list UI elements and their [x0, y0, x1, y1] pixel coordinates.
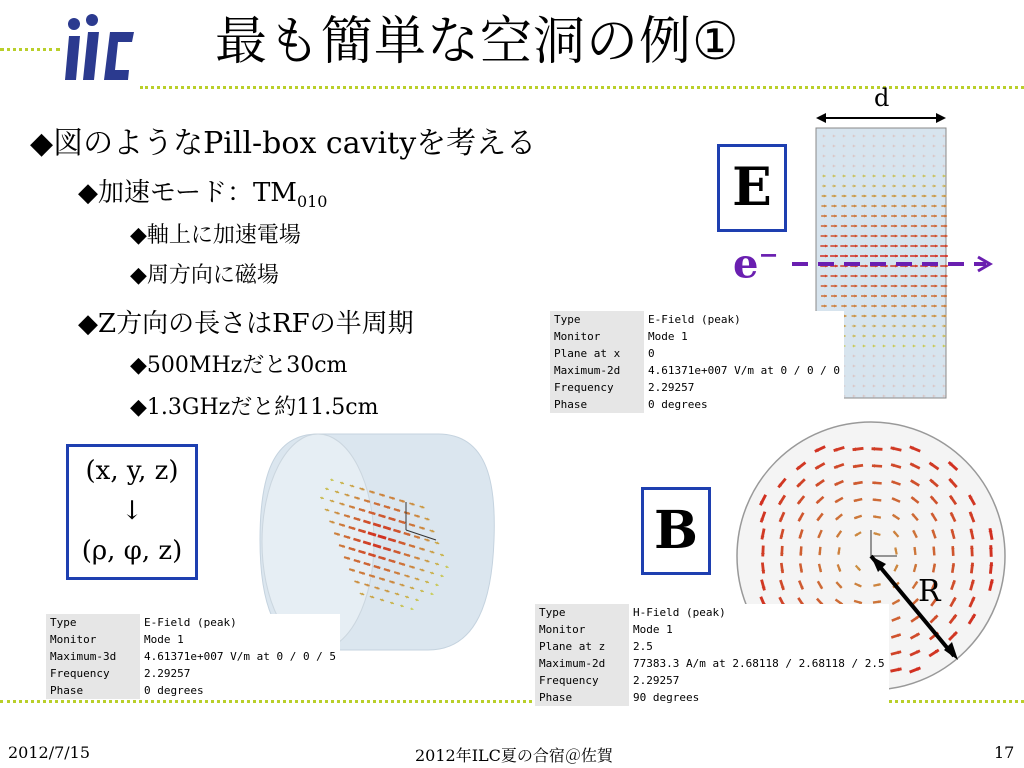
- gap-length-label: d: [874, 84, 890, 112]
- info-key: Frequency: [550, 379, 644, 396]
- info-key: Type: [535, 604, 629, 621]
- info-row: [535, 672, 889, 689]
- bullet-accel-mode: ◆加速モード：$TM_{010}$: [78, 178, 328, 212]
- info-value: Mode 1: [644, 328, 844, 345]
- electron-beam-arrow: [790, 254, 1000, 274]
- down-arrow-icon: ↓: [121, 496, 143, 526]
- info-key: Frequency: [535, 672, 629, 689]
- info-row: [46, 665, 340, 682]
- e-field-3d-info-table: [46, 614, 340, 699]
- info-value: Mode 1: [140, 631, 340, 648]
- info-key: Phase: [535, 689, 629, 706]
- info-row: [550, 345, 844, 362]
- info-key: Frequency: [46, 665, 140, 682]
- slide-title: 最も簡単な空洞の例①: [215, 12, 740, 72]
- h-field-info-table: [535, 604, 889, 706]
- info-value: 0: [644, 345, 844, 362]
- coordinate-transform-box: [66, 444, 198, 580]
- electron-label: e−: [733, 240, 779, 288]
- info-key: Plane at x: [550, 345, 644, 362]
- info-row: [46, 614, 340, 631]
- info-row: [550, 379, 844, 396]
- e-field-info-table: [550, 311, 844, 413]
- info-value: 4.61371e+007 V/m at 0 / 0 / 0: [644, 362, 844, 379]
- info-row: [535, 638, 889, 655]
- info-key: Maximum-3d: [46, 648, 140, 665]
- info-row: [535, 655, 889, 672]
- info-row: [550, 396, 844, 413]
- info-value: Mode 1: [629, 621, 889, 638]
- info-row: [550, 328, 844, 345]
- b-field-label: B: [641, 487, 711, 575]
- info-row: [46, 631, 340, 648]
- footer-event: 2012年ILC夏の合宿＠佐賀: [415, 746, 613, 765]
- info-value: 77383.3 A/m at 2.68118 / 2.68118 / 2.5: [629, 655, 889, 672]
- info-row: [46, 648, 340, 665]
- info-value: 0 degrees: [140, 682, 340, 699]
- info-row: [535, 604, 889, 621]
- info-value: 4.61371e+007 V/m at 0 / 0 / 5: [140, 648, 340, 665]
- info-value: 2.29257: [140, 665, 340, 682]
- bullet-1-3ghz: ◆1.3GHzだと約11.5cm: [130, 395, 379, 420]
- ilc-logo: [60, 10, 140, 90]
- info-value: 2.29257: [629, 672, 889, 689]
- info-row: [535, 621, 889, 638]
- cartesian-coords: (x, y, z): [85, 456, 179, 486]
- info-value: 2.29257: [644, 379, 844, 396]
- info-key: Type: [550, 311, 644, 328]
- bullet-500mhz: ◆500MHzだと30cm: [130, 353, 348, 378]
- info-row: [46, 682, 340, 699]
- info-value: 90 degrees: [629, 689, 889, 706]
- info-value: 2.5: [629, 638, 889, 655]
- info-key: Monitor: [46, 631, 140, 648]
- header-dotted-line-right: [140, 86, 1024, 89]
- info-key: Monitor: [535, 621, 629, 638]
- info-key: Phase: [550, 396, 644, 413]
- bullet-azimuthal-field: ◆周方向に磁場: [130, 263, 279, 288]
- info-row: [535, 689, 889, 706]
- footer-page-number: 17: [994, 743, 1015, 762]
- bullet-half-period: ◆Z方向の長さはRFの半周期: [78, 309, 414, 339]
- info-key: Monitor: [550, 328, 644, 345]
- cylindrical-coords: (ρ, φ, z): [81, 536, 183, 566]
- info-value: E-Field (peak): [140, 614, 340, 631]
- footer-date: 2012/7/15: [8, 743, 91, 762]
- info-key: Plane at z: [535, 638, 629, 655]
- radius-label: R: [918, 574, 941, 609]
- bullet-pillbox: ◆図のようなPill-box cavityを考える: [30, 126, 537, 161]
- info-key: Type: [46, 614, 140, 631]
- info-key: Maximum-2d: [535, 655, 629, 672]
- info-value: H-Field (peak): [629, 604, 889, 621]
- header-dotted-line-left: [0, 48, 60, 51]
- info-value: 0 degrees: [644, 396, 844, 413]
- info-row: [550, 362, 844, 379]
- bullet-axial-field: ◆軸上に加速電場: [130, 223, 301, 248]
- info-key: Phase: [46, 682, 140, 699]
- info-value: E-Field (peak): [644, 311, 844, 328]
- e-field-label: E: [717, 144, 787, 232]
- info-key: Maximum-2d: [550, 362, 644, 379]
- info-row: [550, 311, 844, 328]
